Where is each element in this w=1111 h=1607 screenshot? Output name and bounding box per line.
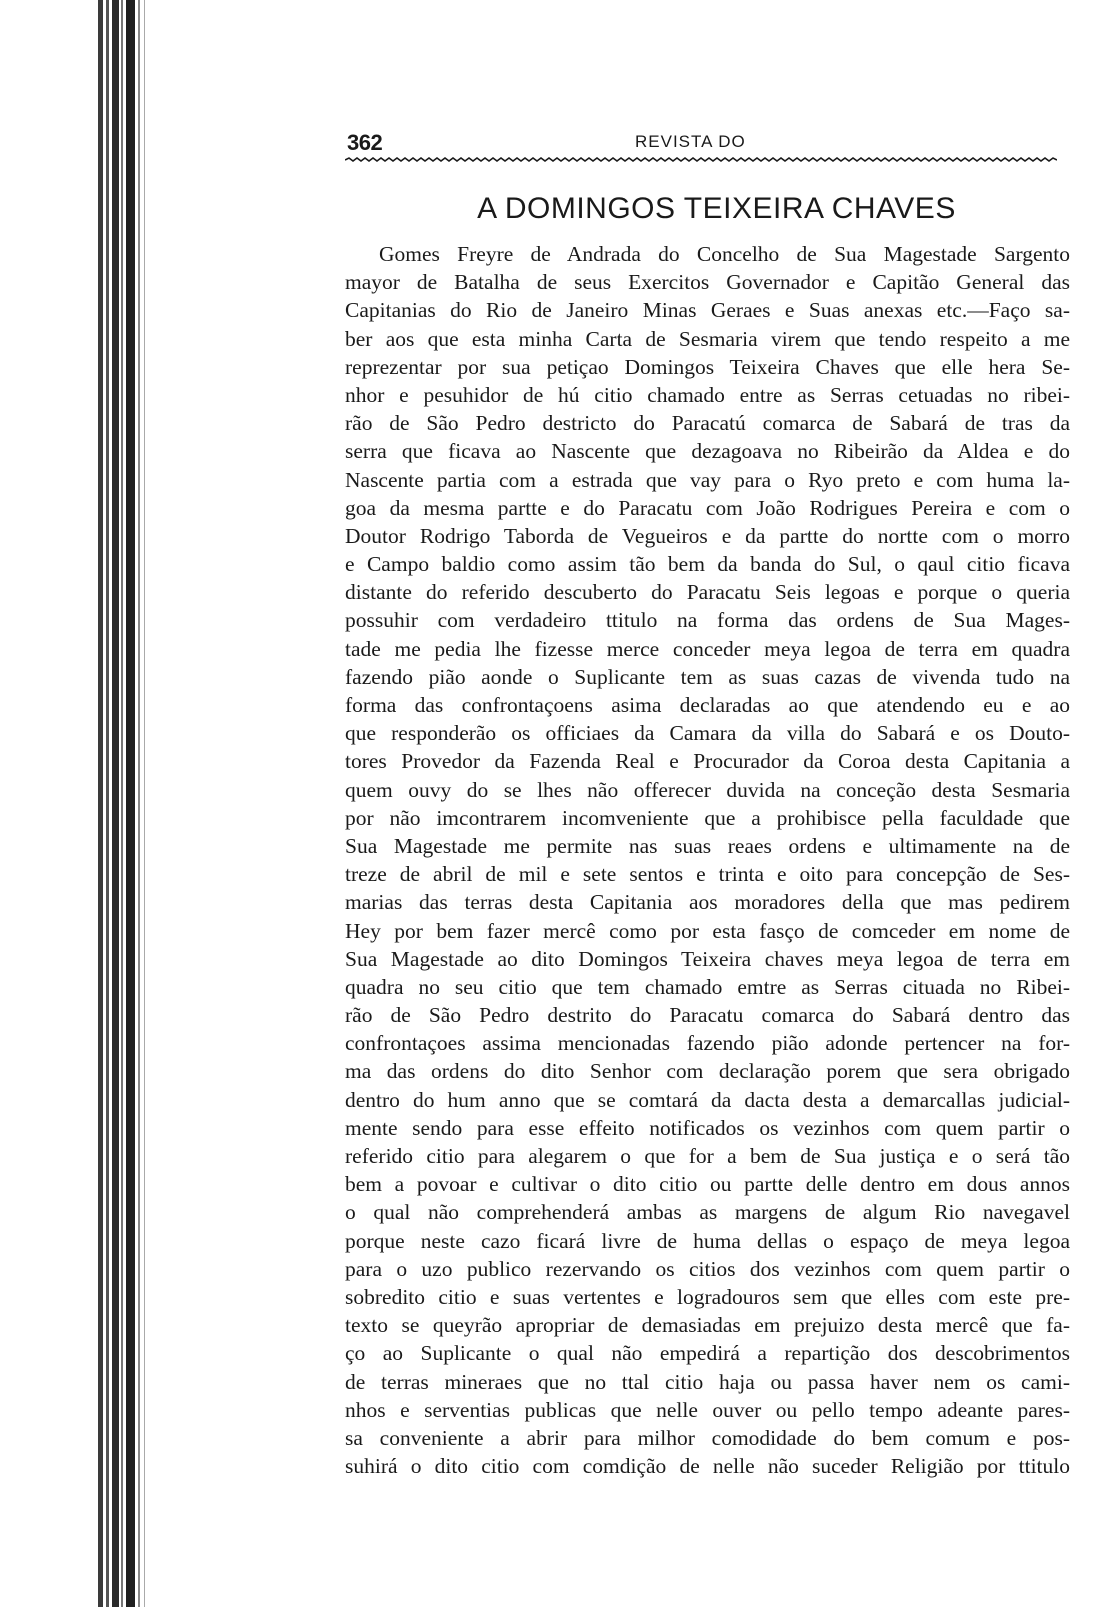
text-line: Hey por bem fazer mercê como por esta fasço de comceder em nome de <box>345 918 1070 943</box>
text-line: que responderão os officiaes da Camara da villa do Sabará e os Douto- <box>345 721 1070 746</box>
text-line: por não imcontrarem incomveniente que a prohibisce pella faculdade que <box>345 805 1070 830</box>
text-line: dentro do hum anno que se comtará da dacta desta a demarcallas judicial- <box>345 1087 1070 1112</box>
text-line: texto se queyrão apropriar de demasiadas em prejuizo desta mercê que fa- <box>345 1313 1070 1338</box>
text-line: sa conveniente a abrir para milhor comodidade do bem comum e pos- <box>345 1425 1070 1450</box>
text-line: distante do referido descuberto do Paracatu Seis legoas e porque o queria <box>345 580 1070 605</box>
text-line: nhos e serventias publicas que nelle ouver ou pello tempo adeante pares- <box>345 1397 1070 1422</box>
page-header <box>345 120 1070 164</box>
text-line: Sua Magestade ao dito Domingos Teixeira chaves meya legoa de terra em <box>345 946 1070 971</box>
text-line: mente sendo para esse effeito notificados os vezinhos com quem partir o <box>345 1115 1070 1140</box>
text-line: Doutor Rodrigo Taborda de Vegueiros e da partte do nortte com o morro <box>345 523 1070 548</box>
text-line: nhor e pesuhidor de hú citio chamado entre as Serras cetuadas no ribei- <box>345 382 1070 407</box>
text-line: tores Provedor da Fazenda Real e Procurador da Coroa desta Capitania a <box>345 749 1070 774</box>
text-line: quadra no seu citio que tem chamado emtre as Serras cituada no Ribei- <box>345 974 1070 999</box>
text-line: ma das ordens do dito Senhor com declaração porem que sera obrigado <box>345 1059 1070 1084</box>
text-line: ço ao Suplicante o qual não empedirá a repartição dos descobrimentos <box>345 1341 1070 1366</box>
text-line: fazendo pião aonde o Suplicante tem as suas cazas de vivenda tudo na <box>345 664 1070 689</box>
text-line: goa da mesma partte e do Paracatu com João Rodrigues Pereira e com o <box>345 495 1070 520</box>
text-line: quem ouvy do se lhes não offerecer duvida na conceção desta Sesmaria <box>345 777 1070 802</box>
page-number: 362 <box>347 130 383 155</box>
text-line: confrontaçoes assima mencionadas fazendo pião adonde pertencer na for- <box>345 1031 1070 1056</box>
text-line: rão de São Pedro destrito do Paracatu comarca do Sabará dentro das <box>345 1003 1070 1028</box>
running-head: REVISTA DO <box>635 132 746 151</box>
text-line: bem a povoar e cultivar o dito citio ou partte delle dentro em dous annos <box>345 1172 1070 1197</box>
text-line: Capitanias do Rio de Janeiro Minas Geraes e Suas anexas etc.—Faço sa- <box>345 298 1070 323</box>
text-line: treze de abril de mil e sete sentos e trinta e oito para concepção de Ses- <box>345 862 1070 887</box>
text-line: forma das confrontaçoens asima declaradas ao que atendendo eu e ao <box>345 693 1070 717</box>
document-title: A DOMINGOS TEIXEIRA CHAVES <box>477 192 956 225</box>
text-line: rão de São Pedro destricto do Paracatú comarca de Sabará de tras da <box>345 411 1070 436</box>
text-line: para o uzo publico rezervando os citios dos vezinhos com quem partir o <box>345 1256 1070 1281</box>
text-line: mayor de Batalha de seus Exercitos Governador e Capitão General das <box>345 270 1070 295</box>
text-line: sobredito citio e suas vertentes e logradouros sem que elles com este pre- <box>345 1284 1070 1309</box>
text-line: suhirá o dito citio com comdição de nelle não suceder Religião por ttitulo <box>345 1454 1070 1479</box>
text-line: o qual não comprehenderá ambas as margens de algum Rio navegavel <box>345 1200 1070 1225</box>
text-line: tade me pedia lhe fizesse merce conceder meya legoa de terra em quadra <box>345 636 1070 661</box>
text-line: de terras mineraes que no ttal citio haja ou passa haver nem os cami- <box>345 1369 1070 1394</box>
text-line: reprezentar por sua petiçao Domingos Teixeira Chaves que elle hera Se- <box>345 354 1070 379</box>
text-line: Sua Magestade me permite nas suas reaes ordens e ultimamente na de <box>345 833 1070 858</box>
document-body <box>345 240 1070 1480</box>
text-line: serra que ficava ao Nascente que dezagoava no Ribeirão da Aldea e do <box>345 439 1070 464</box>
text-line: marias das terras desta Capitania aos moradores della que mas pedirem <box>345 890 1070 915</box>
book-binding-shadow <box>0 0 150 1607</box>
book-page <box>345 120 1070 1480</box>
text-line: referido citio para alegarem o que for a bem de Sua justiça e o será tão <box>345 1144 1070 1168</box>
text-line: Nascente partia com a estrada que vay para o Ryo preto e com huma la- <box>345 467 1070 492</box>
text-line: possuhir com verdadeiro ttitulo na forma das ordens de Sua Mages- <box>345 608 1070 633</box>
text-line: e Campo baldio como assim tão bem da banda do Sul, o qaul citio ficava <box>345 552 1070 577</box>
text-line: porque neste cazo ficará livre de huma dellas o espaço de meya legoa <box>345 1228 1070 1253</box>
header-wavy-rule <box>345 157 1057 162</box>
text-line: Gomes Freyre de Andrada do Concelho de Sua Magestade Sargento <box>379 242 1070 266</box>
text-line: ber aos que esta minha Carta de Sesmaria virem que tendo respeito a me <box>345 326 1070 351</box>
